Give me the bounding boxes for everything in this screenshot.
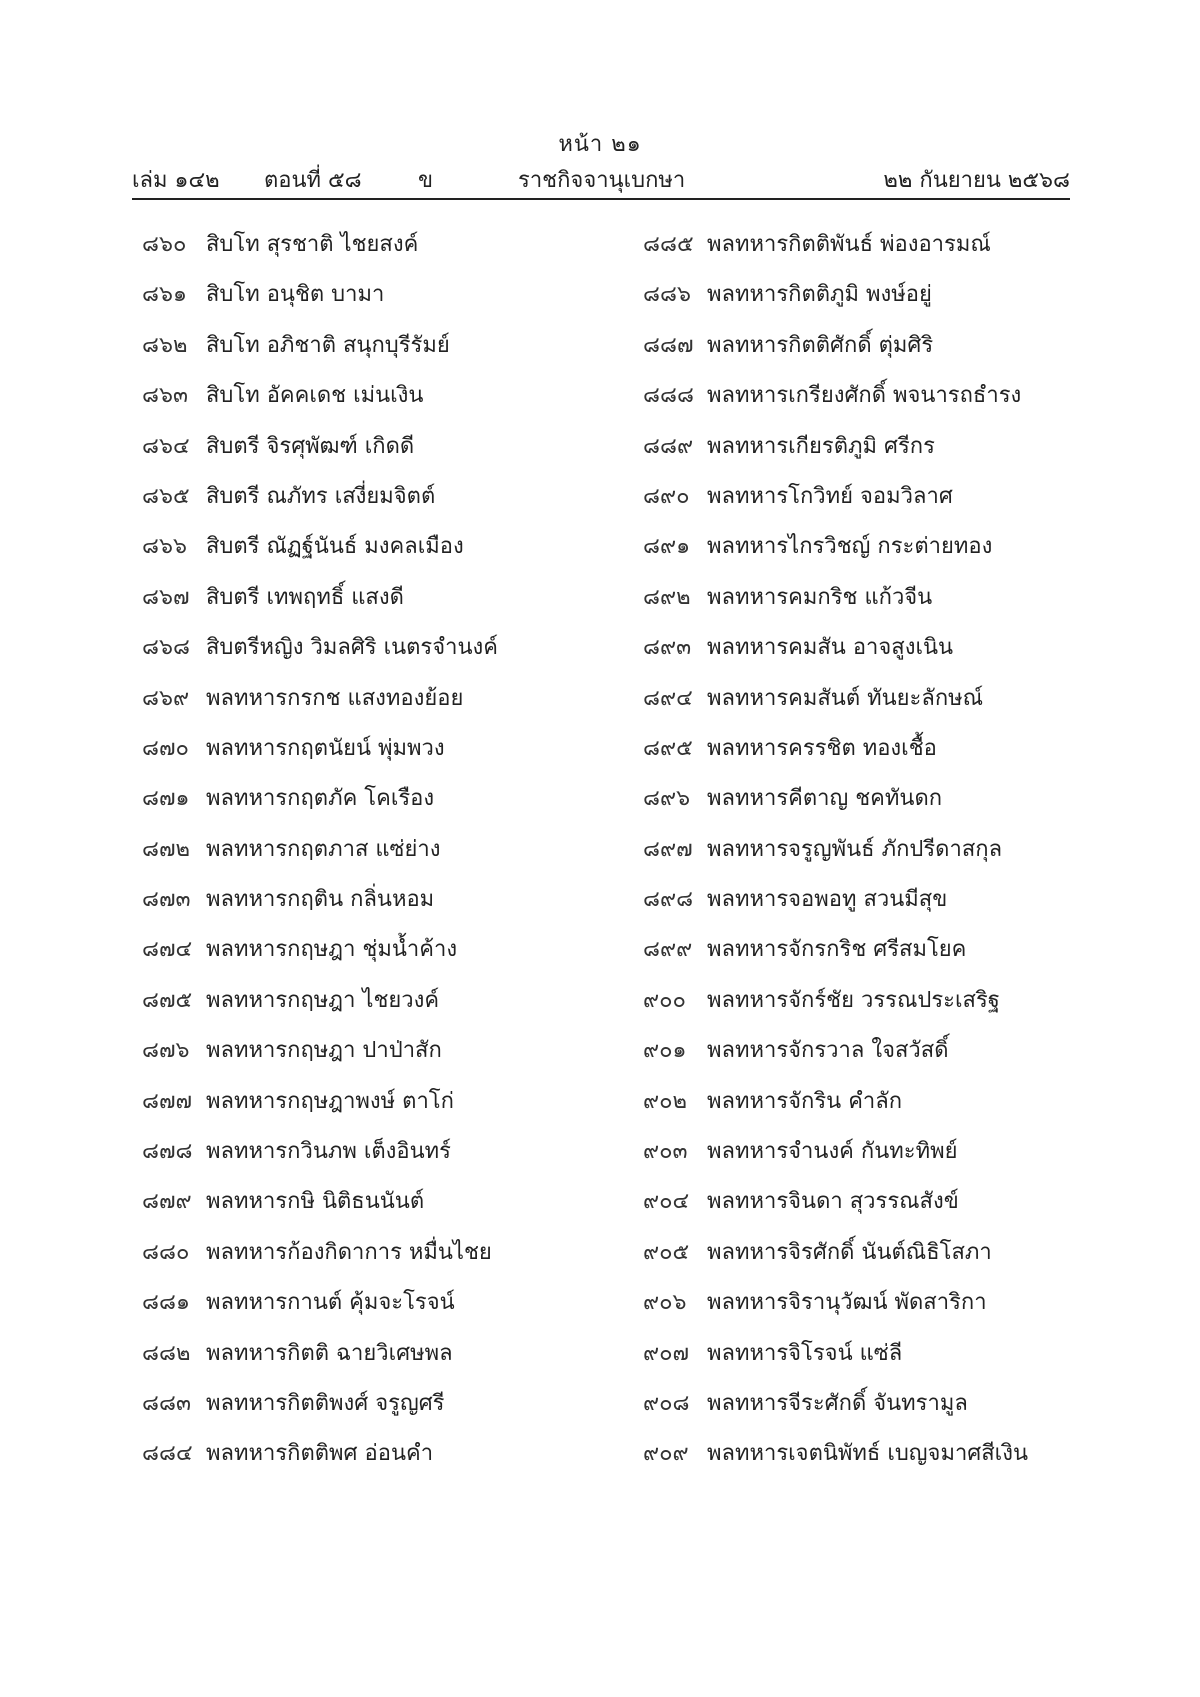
list-entry [142,682,582,732]
entry-name: พลทหารเกียรติภูมิ ศรีกร [707,433,935,459]
entry-name: พลทหารกรกช แสงทองย้อย [206,685,464,711]
entry-name: พลทหารกานต์ คุ้มจะโรจน์ [206,1290,455,1316]
entry-name: พลทหารไกรวิชญ์ กระต่ายทอง [707,534,993,560]
entry-name: พลทหารจรูญพันธ์ ภักปรีดาสกุล [707,836,1003,862]
entry-number: ๙๐๑ [643,1038,687,1064]
entry-name: พลทหารโกวิทย์ จอมวิลาศ [707,483,953,509]
entry-name: พลทหารกฤตภัค โคเรือง [206,786,435,812]
entry-name: พลทหารกิตติศักดิ์ ตุ่มศิริ [707,332,934,358]
entry-name: พลทหารกิตติพันธ์ พ่องอารมณ์ [707,232,991,257]
header-divider [132,198,1070,200]
entry-number: ๘๗๗ [142,1088,193,1114]
entry-number: ๙๐๙ [643,1441,689,1467]
entry-name: พลทหารจอพอทู สวนมีสุข [707,887,948,913]
list-entry [142,1437,582,1487]
entry-number: ๘๙๖ [643,786,691,812]
list-entry [643,278,1083,328]
entry-number: ๘๙๔ [643,685,693,711]
list-entry [142,782,582,832]
entry-number: ๘๗๓ [142,887,191,913]
entry-name: พลทหารจักรกริช ศรีสมโยค [707,937,967,963]
entry-name: พลทหารจักรวาล ใจสวัสดิ์ [707,1038,949,1064]
entry-name: สิบตรี ณภัทร เสงี่ยมจิตต์ [206,483,436,509]
list-entry [643,1034,1083,1084]
list-entry [142,329,582,379]
list-entry [142,933,582,983]
entry-number: ๙๐๔ [643,1189,690,1215]
list-entry [142,1085,582,1135]
entry-name: สิบโท สุรชาติ ไชยสงค์ [206,232,419,257]
entry-name: สิบตรี ณัฏฐ์นันธ์ มงคลเมือง [206,534,464,560]
list-entry [643,682,1083,732]
entry-number: ๘๖๙ [142,685,190,711]
entry-name: พลทหารกฤษฎา ไชยวงค์ [206,987,440,1013]
entry-name: พลทหารจินดา สุวรรณสังข์ [707,1189,959,1215]
list-entry [643,1085,1083,1135]
list-entry [643,379,1083,429]
entry-number: ๘๖๒ [142,332,188,358]
entry-number: ๘๖๑ [142,282,187,308]
entry-number: ๘๙๙ [643,937,693,963]
entry-name: พลทหารจำนงค์ กันทะทิพย์ [707,1139,958,1165]
entry-name: พลทหารคีตาญ ชคทันดก [707,786,943,812]
entry-name: พลทหารกฤษฎา ปาป่าสัก [206,1038,442,1064]
list-entry [643,228,1083,278]
list-entry [643,833,1083,883]
page-number: หน้า ๒๑ [558,132,642,157]
entry-number: ๘๘๓ [142,1390,191,1416]
entry-number: ๘๗๒ [142,836,191,862]
list-entry [643,1236,1083,1286]
entry-name: พลทหารกิตติ ฉายวิเศษพล [206,1340,453,1366]
entry-number: ๘๘๙ [643,433,694,459]
gazette-header [132,162,1070,194]
list-entry [142,984,582,1034]
list-entry [643,933,1083,983]
list-entry [142,833,582,883]
entry-name: สิบตรีหญิง วิมลศิริ เนตรจำนงค์ [206,635,498,661]
gazette-title: ราชกิจจานุเบกษา [518,168,686,193]
volume-label: เล่ม ๑๔๒ [132,168,220,193]
entry-number: ๙๐๕ [643,1239,690,1265]
entry-number: ๘๘๕ [643,232,694,257]
entry-number: ๙๐๓ [643,1139,688,1165]
entry-name: พลทหารคมสัน อาจสูงเนิน [707,635,954,661]
entry-number: ๘๖๘ [142,635,190,661]
entry-number: ๘๘๘ [643,383,694,409]
list-entry [142,278,582,328]
entry-number: ๙๐๖ [643,1290,687,1316]
entry-name: พลทหารเกรียงศักดิ์ พจนารถธำรง [707,383,1022,409]
entry-number: ๘๙๕ [643,735,693,761]
list-entry [643,1185,1083,1235]
list-entry [142,1185,582,1235]
list-entry [142,379,582,429]
entry-number: ๘๙๒ [643,584,691,610]
entry-number: ๘๗๙ [142,1189,192,1215]
list-entry [643,480,1083,530]
list-entry [142,732,582,782]
entry-name: พลทหารก้องกิดาการ หมื่นไชย [206,1239,492,1265]
entry-number: ๘๗๕ [142,987,193,1013]
entry-name: พลทหารจิโรจน์ แซ่ลี [707,1340,903,1366]
list-entry [643,1135,1083,1185]
entry-name: พลทหารกฤตนัยน์ พุ่มพวง [206,735,445,761]
entry-number: ๘๙๓ [643,635,692,661]
entry-name: พลทหารกิตติพงศ์ จรูญศรี [206,1390,445,1416]
list-entry [142,631,582,681]
list-entry [142,480,582,530]
entry-name: พลทหารกฤติน กลิ่นหอม [206,887,435,913]
list-entry [142,228,582,278]
left-name-list [142,228,582,1488]
entry-name: พลทหารกษิ นิติธนนันต์ [206,1189,425,1215]
entry-number: ๙๐๐ [643,987,686,1013]
entry-number: ๙๐๒ [643,1088,688,1114]
list-entry [142,1135,582,1185]
entry-number: ๘๘๖ [643,282,691,308]
list-entry [643,1437,1083,1487]
entry-name: พลทหารกิตติภูมิ พงษ์อยู่ [707,282,932,308]
entry-number: ๘๗๘ [142,1139,193,1165]
entry-name: สิบโท อัคคเดช เม่นเงิน [206,383,424,409]
entry-number: ๘๖๓ [142,383,188,409]
entry-number: ๘๖๐ [142,232,187,257]
list-entry [643,581,1083,631]
entry-name: พลทหารจิรานุวัฒน์ พัดสาริกา [707,1290,987,1316]
list-entry [142,1034,582,1084]
entry-number: ๘๙๐ [643,483,690,509]
section-label: ข [418,168,434,193]
list-entry [142,1236,582,1286]
list-entry [142,883,582,933]
entry-number: ๘๖๔ [142,433,190,459]
entry-name: พลทหารกฤษฎา ชุ่มน้ำค้าง [206,937,458,963]
entry-number: ๘๗๖ [142,1038,190,1064]
issue-label: ตอนที่ ๕๘ [264,168,362,193]
entry-name: สิบโท อนุชิต บามา [206,282,385,308]
list-entry [643,782,1083,832]
right-name-list [643,228,1083,1488]
entry-number: ๘๗๐ [142,735,189,761]
entry-name: สิบตรี จิรศุพัฒฑ์ เกิดดี [206,433,415,459]
entry-number: ๘๘๐ [142,1239,190,1265]
list-entry [643,430,1083,480]
list-entry [643,1337,1083,1387]
list-entry [643,883,1083,933]
list-entry [643,1387,1083,1437]
entry-name: พลทหารกฤษฎาพงษ์ ตาโก่ [206,1088,454,1114]
list-entry [643,530,1083,580]
entry-number: ๘๗๑ [142,786,190,812]
entry-number: ๙๐๘ [643,1390,690,1416]
list-entry [142,530,582,580]
entry-name: พลทหารเจตนิพัทธ์ เบญจมาศสีเงิน [707,1441,1028,1467]
entry-number: ๘๘๗ [643,332,694,358]
entry-number: ๘๙๗ [643,836,693,862]
list-entry [643,984,1083,1034]
entry-number: ๘๗๔ [142,937,193,963]
list-entry [142,1337,582,1387]
list-entry [643,1286,1083,1336]
list-entry [643,732,1083,782]
entry-number: ๘๙๑ [643,534,691,560]
entry-name: พลทหารจิรศักดิ์ นันต์ณิธิโสภา [707,1239,992,1265]
entry-name: พลทหารจักร์ชัย วรรณประเสริฐ [707,987,1000,1013]
entry-number: ๘๘๒ [142,1340,191,1366]
issue-date: ๒๒ กันยายน ๒๕๖๘ [883,168,1070,193]
entry-name: พลทหารจักริน คำลัก [707,1088,903,1114]
entry-number: ๘๖๕ [142,483,190,509]
entry-number: ๙๐๗ [643,1340,690,1366]
list-entry [142,581,582,631]
list-entry [142,1387,582,1437]
list-entry [142,1286,582,1336]
entry-number: ๘๙๘ [643,887,694,913]
entry-number: ๘๘๔ [142,1441,193,1467]
entry-name: สิบโท อภิชาติ สนุกบุรีรัมย์ [206,332,450,358]
entry-name: พลทหารครรชิต ทองเชื้อ [707,735,937,761]
list-entry [643,631,1083,681]
list-entry [643,329,1083,379]
entry-name: พลทหารจีระศักดิ์ จันทรามูล [707,1390,968,1416]
entry-name: พลทหารกิตติพศ อ่อนคำ [206,1441,434,1467]
entry-number: ๘๖๖ [142,534,187,560]
entry-name: พลทหารกวินภพ เต็งอินทร์ [206,1139,451,1165]
entry-name: พลทหารคมกริช แก้วจีน [707,584,933,610]
entry-name: พลทหารกฤตภาส แซ่ย่าง [206,836,441,862]
entry-number: ๘๖๗ [142,584,190,610]
list-entry [142,430,582,480]
entry-number: ๘๘๑ [142,1290,190,1316]
entry-name: พลทหารคมสันต์ ทันยะลักษณ์ [707,685,984,711]
entry-name: สิบตรี เทพฤทธิ์ แสงดี [206,584,404,610]
